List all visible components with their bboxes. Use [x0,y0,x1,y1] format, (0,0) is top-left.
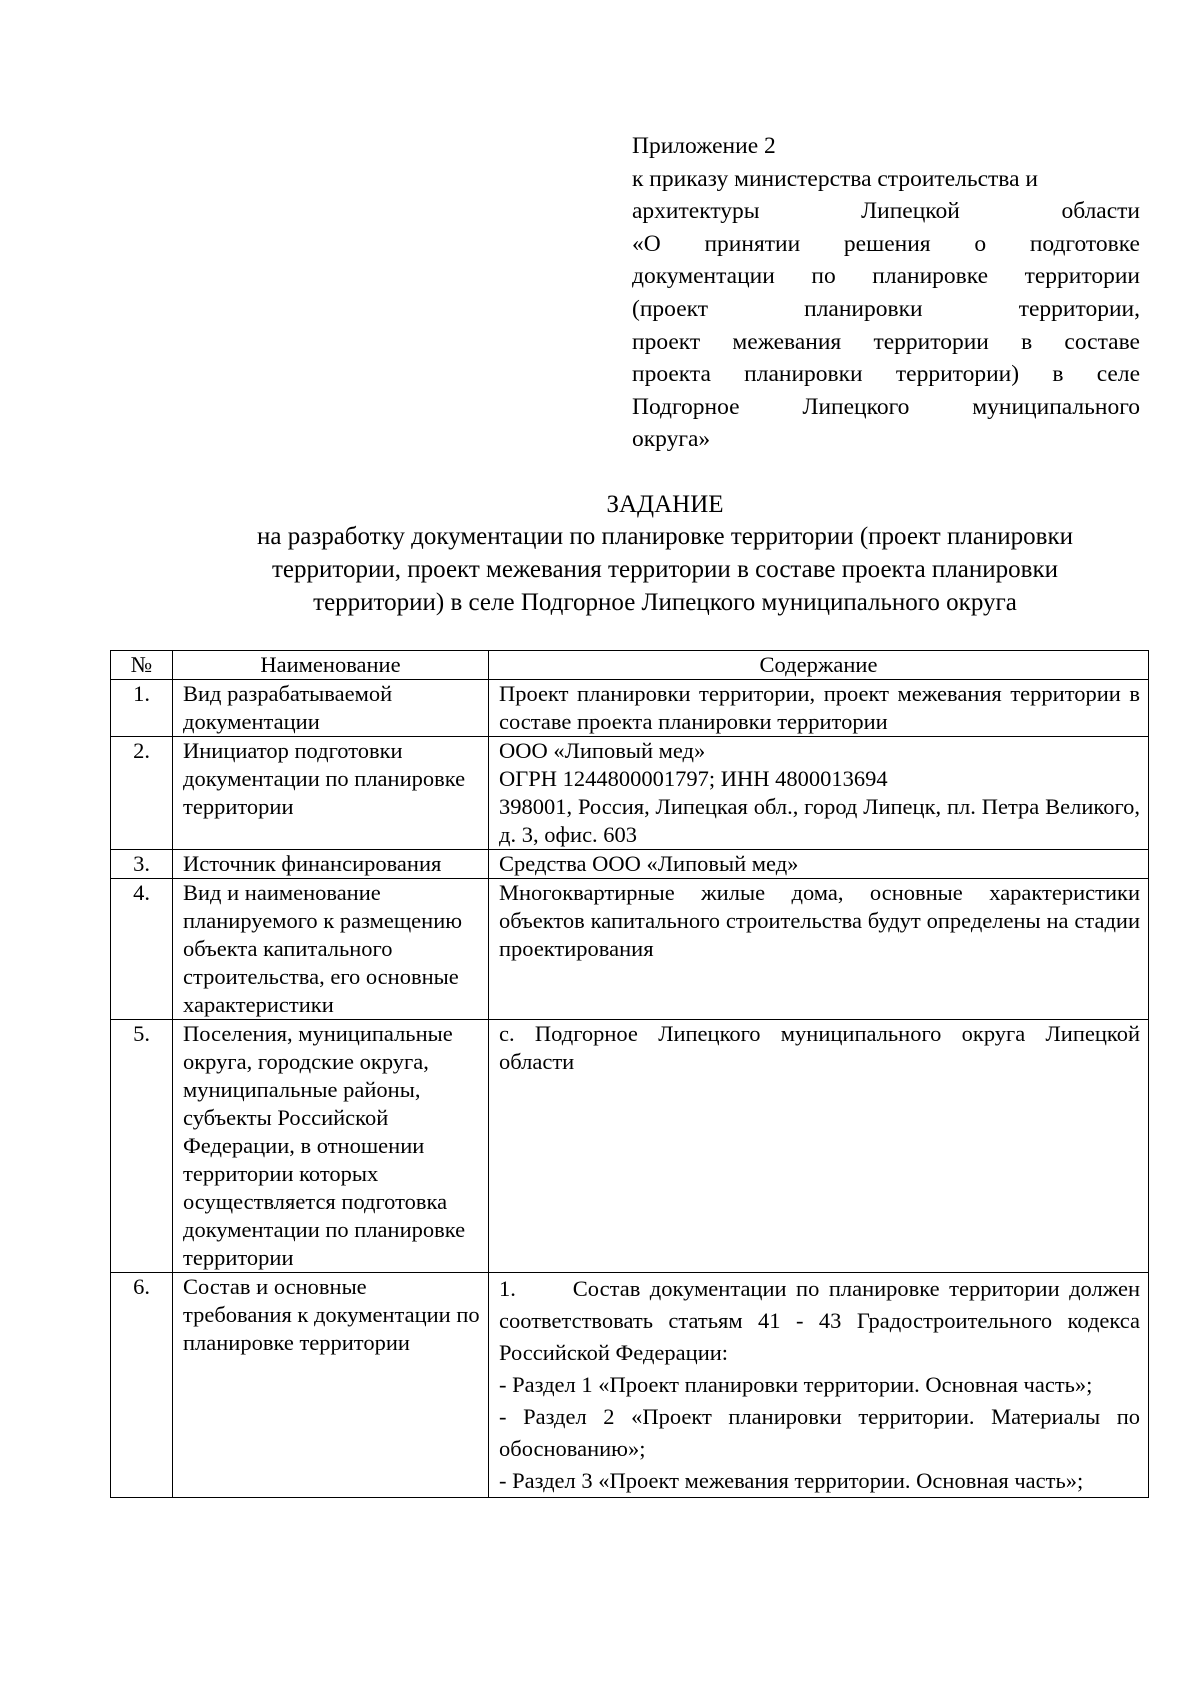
subtitle-line: территории, проект межевания территории в составе проекта планировки [272,556,1058,583]
task-table [110,650,1149,1498]
content-paragraph: Средства ООО «Липовый мед» [499,851,799,876]
appendix-line: округа» [632,426,711,453]
row-content [489,850,1149,879]
row-content [489,1273,1149,1498]
appendix-block [632,130,1140,456]
row-number: 2. [111,737,173,850]
appendix-line: документации по планировке территории [632,263,1140,290]
table-row [111,850,1149,879]
appendix-line: «О принятии решения о подготовке [632,230,1140,257]
table-row [111,1273,1149,1498]
document-title: ЗАДАНИЕ [606,491,724,518]
content-paragraph: Проект планировки территории, проект межевания территории в составе проекта планировки территории [499,681,1140,734]
row-number: 3. [111,850,173,879]
row-content [489,737,1149,850]
table-row [111,879,1149,1020]
content-paragraph: Многоквартирные жилые дома, основные характеристики объектов капитального строительства будут определены на стадии проектирования [499,880,1140,961]
row-name: Источник финансирования [173,850,489,879]
row-name: Инициатор подготовки документации по планировке территории [173,737,489,850]
row-number: 5. [111,1020,173,1273]
row-name: Вид разрабатываемой документации [173,680,489,737]
row-name: Поселения, муниципальные округа, городские округа, муниципальные районы, субъекты Российской Федерации, в отношении территории которых осуществляется подготовка документации по планировке территории [173,1020,489,1273]
content-paragraph: 1. Состав документации по планировке территории должен соответствовать статьям 41 - 43 Градостроительного кодекса Российской Федерации: [499,1276,1140,1365]
subtitle-line: территории) в селе Подгорное Липецкого муниципального округа [313,589,1017,616]
row-number: 4. [111,879,173,1020]
table-header-row [111,651,1149,680]
content-paragraph: - Раздел 2 «Проект планировки территории. Материалы по обоснованию»; [499,1404,1140,1461]
row-content [489,879,1149,1020]
content-paragraph: 398001, Россия, Липецкая обл., город Липецк, пл. Петра Великого, д. 3, офис. 603 [499,794,1140,847]
header-name: Наименование [173,651,489,680]
subtitle-line: на разработку документации по планировке территории (проект планировки [257,523,1073,550]
row-content [489,1020,1149,1273]
appendix-line: Подгорное Липецкого муниципального [632,393,1140,420]
table-row [111,1020,1149,1273]
appendix-line: к приказу министерства строительства и [632,165,1038,192]
content-paragraph: ОГРН 1244800001797; ИНН 4800013694 [499,766,888,791]
row-name: Вид и наименование планируемого к размещению объекта капитального строительства, его основные характеристики [173,879,489,1020]
document-subtitle [110,520,1200,619]
appendix-line: (проект планировки территории, [632,295,1140,322]
appendix-line: проекта планировки территории) в селе [632,361,1140,388]
content-paragraph: ООО «Липовый мед» [499,738,706,763]
table-row [111,737,1149,850]
content-paragraph: - Раздел 1 «Проект планировки территории. Основная часть»; [499,1372,1093,1397]
row-name: Состав и основные требования к документации по планировке территории [173,1273,489,1498]
header-number: № [111,651,173,680]
appendix-line: Приложение 2 [632,133,776,159]
content-paragraph: - Раздел 3 «Проект межевания территории. Основная часть»; [499,1468,1084,1493]
content-paragraph: с. Подгорное Липецкого муниципального округа Липецкой области [499,1021,1140,1074]
appendix-line: проект межевания территории в составе [632,328,1140,355]
row-number: 6. [111,1273,173,1498]
row-number: 1. [111,680,173,737]
appendix-line: архитектуры Липецкой области [632,198,1140,225]
row-content [489,680,1149,737]
header-content: Содержание [489,651,1149,680]
table-row [111,680,1149,737]
